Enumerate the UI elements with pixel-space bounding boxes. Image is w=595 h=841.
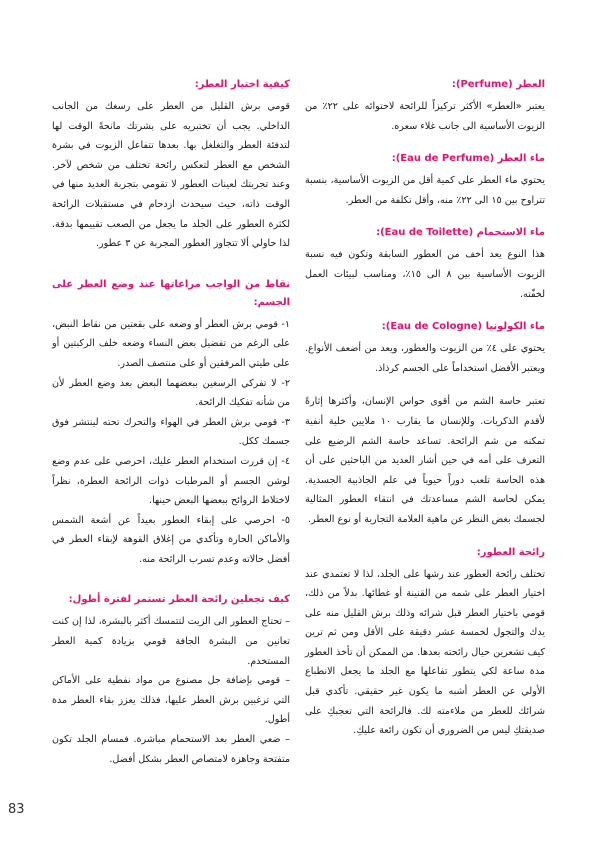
list-item: ١- قومي برش العطر أو وضعه على بقعتين من نقاط النبض، على الرغم من تفضيل بعض النساء وضعه خلف الركبتين أو على طيتي المرفقين أو على منتصف الصدر. xyxy=(52,318,290,369)
section-heading: كيفية اختبار العطر: xyxy=(194,79,290,90)
page-number: 83 xyxy=(8,802,25,817)
section-body: تختلف رائحة العطور عند رشها على الجلد، لذا لا تعتمدي عند اختيار العطر على شمه من القنينة أو غطائها. بدلاً من ذلك، قومي باختيار العطر قبل شرائه وذلك برش القليل منه على يدك والتجول لخمسة عشر دقيقة على الأقل ومن ثم ترين كيف تشعرين حيال رائحته بعدها. من الممكن أن تأخذ العطور مدة ساعة لكي يتطور تفاعلها مع الجلد ما يجعل الانطباع الأولي عن العطر أشبه ما يكون غير حقيقي. تأكدي قبل شرائك للعطر من ملاءمته لك. فالرائحة التي تعجبكِ على صديقتكِ ليس من الضروري أن تكون رائعة عليكِ. xyxy=(305,568,545,737)
list-item: ٥- احرصي على إبقاء العطور بعيداً عن أشعة الشمس والأماكن الحارة وتأكدي من إغلاق القوهة لإبقاء العطر في أفضل حالاته وعدم تسرب الرائحة منه. xyxy=(52,514,290,565)
section-body: يعتبر «العطر» الأكثر تركيزاً للرائحة لاحتوائه على ٢٢٪ من الزيوت الأساسية الى جانب غلاء سعره. xyxy=(305,101,545,132)
section-heading: ماء الاستحمام (Eau de Toilette): xyxy=(376,227,545,239)
list-item: – تحتاج العطور الى الزيت لتتمسك أكثر بالبشرة، لذا إن كنت تعانين من البشرة الجافة قومي بزيادة كمية العطر المستخدم. xyxy=(52,616,290,667)
section-body: تعتبر حاسة الشم من أقوى حواس الإنسان، وأكثرها إثارةً لأقدم الذكريات. وللإنسان ما يقارب ١٠ ملايين خلية أنفية تمكنه من شم الرائحة. تساعد حاسة الشم الرضيع على التعرف على أمه في حين أشار العديد من الباحثين على أن هذه الحاسة تلعب دوراً حيوياً في علم الجاذبية الجسدية. يمكن لحاسة الشم مساعدتك في انتقاء العطور المثالية لجسمك بغض النظر عن ماهية العلامة التجارية أو نوع العطر. xyxy=(305,396,545,525)
eau-de-cologne-section xyxy=(305,318,545,378)
section-body: قومي برش القليل من العطر على رسغك من الجانب الداخلي. يجب أن تختبريه على بشرتك مانحةً الوقت لها لتدفئة العطر والتغلغل بها. بعدها تتفاعل الزيوت في بشرة الشخص مع العطر لتعكس رائحة تختلف من شخص لآخر. وعند تجربتك لعينات العطور لا تقومي بتجربة العديد منها في الوقت ذاته، حيث سيحدث ازدحام في مستقبلات الرائحة لكثرة العطور على الجلد ما يجعل من الصعب تقييمها بدقة. لذا حاولي ألا تتجاوز العطور المجربة عن ٣ عطور. xyxy=(52,101,290,250)
perfume-scent-section xyxy=(305,544,545,741)
list-item: ٤- إن قررت استخدام العطر عليك، احرصي على عدم وضع لوشن الجسم أو المرطبات ذوات الرائحة العطرة، نظراً لاختلاط الروائح ببعضها البعض حينها. xyxy=(52,455,290,507)
section-heading: رائحة العطور: xyxy=(476,546,545,558)
section-body: يحتوي على ٤٪ من الزيوت والعطور، ويعد من أضعف الأنواع. ويعتبر الأفضل استخداماً على الجسم كرذاذ. xyxy=(305,343,545,374)
eau-de-perfume-section xyxy=(305,150,545,210)
section-body: يحتوي ماء العطر على كمية أقل من الزيوت الأساسية، بنسبة تتراوح بين ١٥ الى ٢٢٪ منه، وأقل تكلفة من العطر. xyxy=(305,175,545,206)
list-item: – ضعي العطر بعد الاستحمام مباشرة. فمسام الجلد تكون متفتحة وجاهزة لامتصاص العطر بشكل أفضل. xyxy=(52,734,290,765)
section-heading: نقاط من الواجب مراعاتها عند وضع العطر على الجسم: xyxy=(52,278,290,308)
section-heading: كيف تجعلين رائحة العطر تستمر لفترة أطول: xyxy=(68,594,290,606)
section-heading: العطر (Perfume): xyxy=(451,79,545,90)
testing-section xyxy=(52,76,290,254)
eau-de-toilette-section xyxy=(305,224,545,304)
list-item: ٣- قومي برش العطر في الهواء والتحرك تحته لينتشر فوق جسمك ككل. xyxy=(52,416,290,448)
section-heading: ماء العطر (Eau de Perfume): xyxy=(391,153,545,165)
long-lasting-section xyxy=(52,591,290,769)
right-column xyxy=(305,76,545,755)
section-heading: ماء الكولونيا (Eau de Cologne): xyxy=(381,321,545,333)
list-item: – قومي بإضافة جل مصنوع من مواد نفطية على الأماكن التي ترغبين برش العطر عليها، فذلك يعزز بقاء العطر مدة أطول. xyxy=(52,675,290,726)
left-column xyxy=(52,76,290,783)
list-item: ٢- لا تفركي الرسغين ببعضهما البعض بعد وضع العطر لأن من شأنه تفكيك الرائحة. xyxy=(52,377,290,409)
perfume-section xyxy=(305,76,545,136)
section-body: هذا النوع يعد أخف من العطور السابقة وتكون فيه نسبة الزيوت الأساسية بين ٨ الى ١٥٪، ومناسب لبيئات العمل لخفّته. xyxy=(305,249,545,300)
sense-of-smell-section xyxy=(305,392,545,529)
application-tips-section xyxy=(52,276,290,570)
